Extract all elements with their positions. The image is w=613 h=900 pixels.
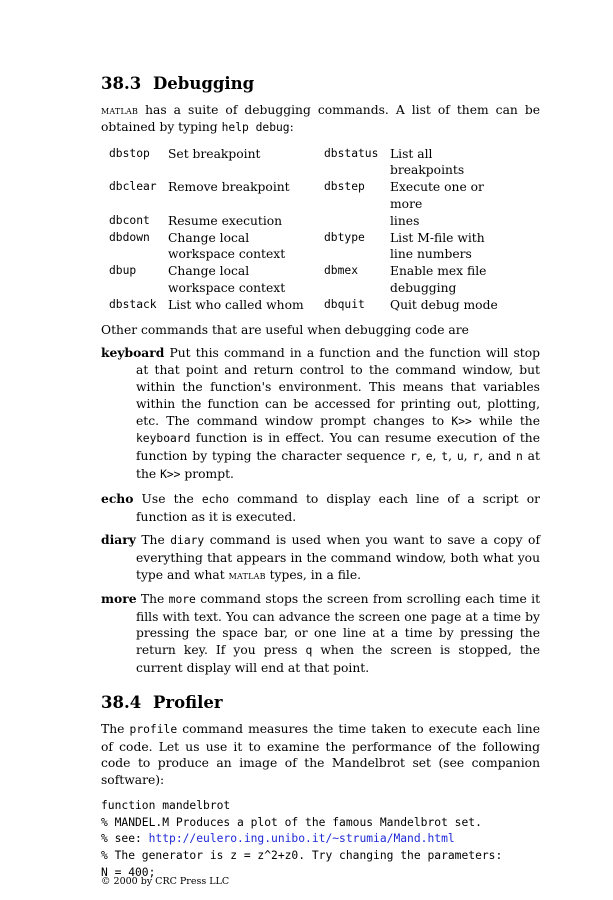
- profiler-paragraph: The profile command measures the time taken to execute each line of code. Let us use it to examine the performance of the following code to produce an image of the Mandelbrot set (see companion software):: [101, 721, 540, 788]
- table-row: [109, 230, 510, 247]
- command-name: [109, 246, 168, 263]
- term-keyboard: keyboard: [101, 345, 165, 361]
- command-description: List who called whom: [168, 297, 304, 312]
- section-heading-debugging: [101, 74, 540, 94]
- section-number: 38.4: [101, 692, 142, 712]
- table-row: [109, 280, 510, 297]
- code-line: % The generator is z = z^2+z0. Try changing the parameters:: [101, 849, 503, 863]
- command-description: Quit debug mode: [390, 297, 498, 312]
- code-line: % see: http://eulero.ing.unibo.it/~strumia/Mand.html: [101, 832, 455, 846]
- section-number: 38.3: [101, 74, 142, 93]
- section-heading-profiler: [101, 693, 540, 713]
- command-name: dbstatus: [324, 146, 379, 160]
- code-listing: [101, 798, 540, 882]
- command-name: dbdown: [109, 230, 150, 244]
- table-row: [109, 297, 510, 314]
- command-name: dbmex: [324, 264, 359, 278]
- table-row: [109, 213, 510, 230]
- command-name: [109, 280, 168, 297]
- table-row: [109, 246, 510, 263]
- command-name: [324, 246, 390, 263]
- command-description: Resume execution: [168, 213, 283, 228]
- command-description: Execute one or more: [390, 180, 484, 211]
- url-link[interactable]: http://eulero.ing.unibo.it/~strumia/Mand.html: [148, 832, 455, 846]
- code-line: function mandelbrot: [101, 798, 231, 812]
- command-description: Remove breakpoint: [168, 180, 290, 195]
- section-title: Debugging: [153, 74, 255, 93]
- command-name: dbclear: [109, 180, 157, 194]
- command-description: List M-file with: [390, 230, 485, 245]
- table-row: [109, 263, 510, 280]
- term-more: more: [101, 590, 137, 606]
- definition-keyboard: keyboard Put this command in a function and the function will stop at that point and return control to the command window, but within the function's environment. This means that variables within the function can be accessed for printing out, plotting, etc. The command window prompt changes to K>> while the keyboard function is in effect. You can resume execution of the function by typing the character sequence r, e, t, u, r, and n at the K>> prompt.: [101, 345, 540, 481]
- table-row: [109, 179, 510, 213]
- other-commands-text: Other commands that are useful when debugging code are: [101, 322, 469, 337]
- matlab-name: matlab: [101, 103, 139, 117]
- definition-diary: diary The diary command is used when you want to save a copy of everything that appears in the command window, both what you type and what matlab types, in a file.: [101, 532, 540, 582]
- command-description: workspace context: [168, 280, 286, 295]
- command-name: dbstack: [109, 297, 157, 311]
- command-description: Set breakpoint: [168, 146, 261, 161]
- code-line: % MANDEL.M Produces a plot of the famous Mandelbrot set.: [101, 815, 482, 829]
- section-title: Profiler: [153, 692, 223, 712]
- command-description: Change local: [168, 264, 250, 279]
- command-description: Change local: [168, 230, 250, 245]
- table-row: [109, 146, 510, 180]
- code-line: N = 400;: [101, 866, 156, 880]
- command-description: debugging: [390, 280, 457, 295]
- command-description: Enable mex file: [390, 264, 487, 279]
- command-name: dbstop: [109, 146, 150, 160]
- inline-code: profile: [129, 722, 178, 736]
- command-description: lines: [390, 213, 420, 228]
- copyright-footer: © 2000 by CRC Press LLC: [101, 876, 230, 887]
- command-name: [324, 213, 390, 230]
- copyright-icon: ©: [101, 876, 111, 887]
- command-name: dbquit: [324, 297, 365, 311]
- term-diary: diary: [101, 532, 136, 548]
- debugging-intro: matlab has a suite of debugging commands. A list of them can be obtained by typing help debug:: [101, 103, 540, 134]
- definition-more: more The more command stops the screen from scrolling each time it fills with text. You can advance the screen one page at a time by pressing the space bar, or one line at a time by pressing the return key. If you press q when the screen is stopped, the current display will end at that point.: [101, 590, 541, 675]
- command-name: [324, 280, 390, 297]
- command-description: workspace context: [168, 247, 286, 262]
- command-description: List all breakpoints: [390, 146, 465, 178]
- definition-echo: echo Use the echo command to display each line of a script or function as it is executed.: [101, 490, 540, 524]
- debug-commands-table: [109, 146, 510, 314]
- term-echo: echo: [101, 490, 134, 506]
- command-name: dbstep: [324, 180, 365, 194]
- command-name: dbcont: [109, 213, 150, 227]
- command-name: dbup: [109, 264, 137, 278]
- document-page: [101, 74, 540, 882]
- command-name: dbtype: [324, 230, 365, 244]
- command-description: line numbers: [390, 247, 472, 262]
- inline-code: help debug: [221, 120, 290, 134]
